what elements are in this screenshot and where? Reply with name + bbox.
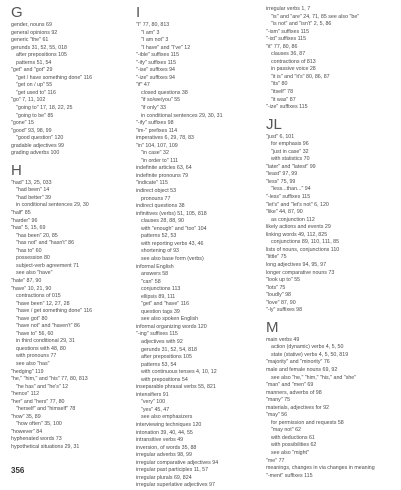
index-entry: lists of nouns, conjunctions 110 [266, 246, 340, 253]
index-subentry: pronouns 77 [141, 195, 171, 202]
index-subentry: "just in case" 32 [271, 148, 309, 155]
index-subentry: with deductions 61 [271, 434, 315, 441]
index-subentry: see also "has" [16, 360, 50, 367]
index-entry: infinitives (verbs) 51, 105, 818 [136, 210, 207, 217]
index-entry: linking words 49, 112, 825 [266, 231, 328, 238]
index-subentry: as conjunction 112 [271, 216, 315, 223]
index-entry: gradable adjectives 99 [11, 142, 65, 149]
index-entry: intensifiers 91 [136, 391, 169, 398]
index-entry: meanings, changes in via changes in meaning [266, 465, 375, 472]
index-entry: gender, nouns 69 [11, 22, 52, 28]
index-subentry: with statistics 70 [271, 156, 310, 163]
index-subentry: "its" 80 [271, 81, 288, 88]
index-entry: "had" 13, 25, 033 [11, 179, 52, 186]
index-subentry: clauses 28, 88, 90 [141, 218, 184, 225]
index-subentry: "good question" 120 [16, 135, 64, 142]
index-entry: irregular plurals 69, 824 [136, 474, 192, 481]
index-entry: "hence" 112 [11, 391, 40, 398]
index-column-3 [266, 6, 398, 480]
index-subentry: "had been" 14 [16, 187, 50, 194]
index-entry: "if" 47 [136, 82, 150, 89]
index-subentry: "I have" and "I've" 12 [141, 44, 191, 51]
index-subentry: "it was" 87 [271, 96, 296, 103]
index-entry: "loudly" 98 [266, 292, 291, 299]
index-entry: "-ify" suffixes 98 [136, 120, 174, 127]
index-entry: "-ize" suffixes 115 [266, 104, 308, 111]
index-entry: long adjectives 94, 95, 97 [266, 261, 327, 268]
index-entry: "later" and "latest" 99 [266, 163, 316, 170]
index-subentry: after prepositions 105 [141, 354, 192, 361]
index-entry: "least" 97, 99 [266, 171, 298, 178]
index-entry: irregular adverbs 98, 99 [136, 452, 192, 459]
index-entry: indirect object 53 [136, 188, 177, 195]
index-entry: irregular past participles 11, 57 [136, 467, 209, 474]
index-entry: inversion, of words 35, 88 [136, 444, 197, 451]
index-subentry: for permission and requests 58 [271, 419, 344, 426]
index-subentry: questions with 48, 80 [16, 345, 66, 352]
index-entry: indirect questions 38 [136, 203, 185, 210]
index-entry: "-ize" suffixes 94 [136, 74, 175, 81]
index-column-1 [11, 6, 131, 452]
index-subentry: "yes" 45, 47 [141, 406, 170, 413]
index-entry: "like" 44, 87, 90 [266, 209, 303, 216]
index-subentry: "have got" 80 [16, 315, 48, 322]
index-subentry: conjunctions 89, 110, 111, 85 [271, 239, 340, 246]
index-subentry: gerunds 31, 52, 54, 818 [141, 346, 197, 353]
index-subentry: in passive voice 28 [271, 66, 316, 73]
index-entry: "-ist" suffixes 115 [266, 36, 307, 43]
index-subentry: "may not" 62 [271, 427, 301, 434]
index-subentry: with "enough" and "too" 104 [141, 225, 207, 232]
index-entry: informal English [136, 263, 174, 270]
section-letter: M [266, 318, 279, 336]
index-entry: hypothetical situations 29, 31 [11, 443, 80, 450]
index-entry: "harder" 96 [11, 217, 38, 224]
index-entry: manners, adverbs of 98 [266, 389, 322, 396]
index-entry: "he," "him," and "his" 77, 80, 813 [11, 376, 88, 383]
index-entry: "let's" and "let's not" 6, 120 [266, 201, 329, 208]
index-entry: "love" 87, 90 [266, 299, 296, 306]
index-subentry: with possibilities 62 [271, 442, 317, 449]
index-entry: intonation 39, 40, 44, 55 [136, 429, 193, 436]
index-entry: "gone" 15 [11, 120, 34, 127]
index-subentry: "is" and "are" 24, 71, 85 see also "be" [271, 13, 360, 20]
index-subentry: "in case" 32 [141, 150, 169, 157]
index-subentry: "in order to" 111 [141, 157, 179, 164]
index-entry: "less" 75, 99 [266, 178, 296, 185]
index-entry: "get" and "got" 29 [11, 67, 53, 74]
index-entry: "-less" suffixes 115 [266, 194, 311, 201]
index-subentry: "have not" and "haven't" 86 [16, 323, 80, 330]
index-subentry: with prepositions 54 [141, 376, 188, 383]
index-subentry: closed questions 38 [141, 89, 188, 96]
index-entry: irregular comparative adjectives 94 [136, 459, 219, 466]
index-subentry: patterns 53, 54 [141, 361, 177, 368]
index-entry: "-ible" suffixes 115 [136, 52, 180, 59]
index-subentry: "have / get something done" 116 [16, 308, 93, 315]
index-entry: "hate" 87, 90 [11, 277, 42, 284]
index-subentry: patterns 51, 54 [16, 59, 52, 66]
index-subentry: state (stative) verbs 4, 5, 50, 819 [271, 351, 349, 358]
index-subentry: "have been" 12, 27, 28 [16, 300, 70, 307]
page-number: 356 [11, 466, 25, 475]
index-subentry: action (dynamic) verbs 4, 5, 50 [271, 344, 344, 351]
index-entry: "many" 75 [266, 397, 291, 404]
index-entry: "how" 35, 89 [11, 413, 41, 420]
index-entry: "-ise" suffixes 94 [136, 67, 175, 74]
index-entry: "however" 84 [11, 428, 43, 435]
index-entry: inseparable phrasal verbs 55, 821 [136, 384, 216, 391]
index-subentry: answers 58 [141, 271, 169, 278]
index-subentry: possession 80 [16, 255, 50, 262]
index-entry: "look up to" 55 [266, 277, 301, 284]
index-entry: "-ly" suffixes 98 [266, 307, 303, 314]
index-subentry: clauses 36, 87 [271, 51, 306, 58]
index-entry: main verbs 49 [266, 336, 300, 343]
index-subentry: "itself" 78 [271, 89, 294, 96]
index-entry: likely actions and events 29 [266, 224, 331, 231]
index-subentry: in conditional sentences 29, 30 [16, 202, 89, 209]
index-entry: "hedging" 119 [11, 368, 44, 375]
index-entry: male and female nouns 69, 92 [266, 366, 338, 373]
index-entry: irregular superlative adjectives 97 [136, 482, 215, 489]
index-subentry: "has been" 20, 85 [16, 232, 58, 239]
index-subentry: adjectives with 92 [141, 338, 183, 345]
index-subentry: "has not" and "hasn't" 86 [16, 240, 75, 247]
index-subentry: for emphasis 96 [271, 141, 309, 148]
index-entry: "has" 5, 15, 69 [11, 225, 46, 232]
section-letter: H [11, 161, 22, 179]
index-subentry: "get / have something done" 116 [16, 74, 93, 81]
index-subentry: "going to be" 85 [16, 112, 54, 119]
index-subentry: "if so/we/you" 55 [141, 97, 181, 104]
index-subentry: contractions of 015 [16, 293, 61, 300]
index-column-2 [136, 6, 262, 490]
index-entry: "lots" 75 [266, 284, 286, 291]
index-subentry: "get" and "have" 116 [141, 301, 190, 308]
index-subentry: in conditional sentences 29, 30, 31 [141, 112, 223, 119]
index-entry: "go" 7, 11, 102 [11, 97, 46, 104]
index-subentry: "get on / up" 55 [16, 82, 53, 89]
index-subentry: after prepositions 105 [16, 52, 67, 59]
index-entry: hyphenated words 73 [11, 436, 62, 443]
index-subentry: with continuous tenses 4, 10, 12 [141, 369, 217, 376]
index-entry: "-ment" suffixes 115 [266, 472, 313, 479]
index-subentry: see also base form (verbs) [141, 255, 204, 262]
index-entry: "I" 77, 80, 813 [136, 22, 170, 28]
index-subentry: see also "he," "him," "his," and "she" [271, 374, 357, 381]
index-subentry: "can" 58 [141, 278, 161, 285]
index-subentry: conjunctions 113 [141, 286, 181, 293]
index-entry: "-ism" suffixes 115 [266, 28, 310, 35]
index-subentry: see also emphasizers [141, 414, 193, 421]
index-subentry: subject-verb agreement 71 [16, 262, 80, 269]
index-subentry: shortening of 93 [141, 248, 179, 255]
index-subentry: "is not" and "isn't" 2, 5, 86 [271, 21, 332, 28]
index-entry: gerunds 31, 52, 55, 018 [11, 44, 67, 51]
index-entry: imperatives 6, 29, 78, 83 [136, 135, 195, 142]
index-entry: "have" 10, 21, 90 [11, 285, 52, 292]
index-entry: "man" and "men" 69 [266, 382, 314, 389]
index-entry: intransitive verbs 49 [136, 437, 184, 444]
index-entry: informal organizing words 120 [136, 323, 207, 330]
index-entry: "in" 104, 107, 109 [136, 142, 178, 149]
index-subentry: see also spoken English [141, 316, 199, 323]
index-entry: "good" 93, 98, 99 [11, 127, 52, 134]
index-subentry: "very" 100 [141, 399, 166, 406]
index-subentry: "how often" 35, 100 [16, 421, 62, 428]
section-letter: I [136, 4, 141, 21]
index-subentry: "had better" 39 [16, 194, 51, 201]
index-entry: "majority" and "minority" 76 [266, 359, 330, 366]
index-entry: grading adverbs 100 [11, 150, 60, 157]
index-subentry: see also "might" [271, 449, 309, 456]
index-subentry: question tags 39 [141, 308, 180, 315]
index-subentry: "has to" 60 [16, 247, 42, 254]
index-subentry: patterns 52, 53 [141, 233, 177, 240]
index-entry: "-ify" suffixes 115 [136, 59, 177, 66]
index-entry: "im-" prefixes 114 [136, 127, 178, 134]
index-subentry: with reporting verbs 43, 46 [141, 240, 204, 247]
section-letter: JL [266, 115, 282, 133]
index-subentry: with pronouns 77 [16, 353, 57, 360]
section-letter: G [11, 4, 23, 21]
index-entry: longer comparative nouns 73 [266, 269, 335, 276]
index-subentry: ellipsis 89, 111 [141, 293, 176, 300]
index-entry: "her" and "hers" 77, 80 [11, 398, 65, 405]
index-subentry: in third conditional 29, 31 [16, 338, 75, 345]
index-subentry: "I am" 3 [141, 29, 160, 36]
index-subentry: "it is" and "it's" 80, 86, 87 [271, 73, 330, 80]
index-subentry: "I am not" 3 [141, 37, 169, 44]
index-entry: irregular verbs 1, 7 [266, 6, 311, 12]
index-entry: "-ing" suffixes 115 [136, 331, 178, 338]
index-subentry: "have to" 56, 60 [16, 330, 54, 337]
index-entry: generic "the" 61 [11, 37, 49, 44]
index-entry: "it" 77, 80, 86 [266, 43, 298, 50]
index-entry: general opinions 92 [11, 29, 58, 36]
index-entry: "just" 6, 101 [266, 133, 295, 140]
index-entry: "little" 75 [266, 254, 287, 261]
index-subentry: "if only" 33 [141, 105, 166, 112]
index-entry: interviewing techniques 120 [136, 421, 202, 428]
index-subentry: "going to" 17, 18, 22, 25 [16, 105, 73, 112]
index-entry: "me" 77 [266, 457, 285, 464]
index-subentry: see also "have" [16, 270, 53, 277]
index-subentry: "herself" and "himself" 78 [16, 406, 76, 413]
index-entry: "indicate" 115 [136, 180, 168, 187]
index-entry: indefinite articles 63, 64 [136, 165, 192, 172]
index-entry: indefinite pronouns 79 [136, 172, 189, 179]
index-entry: materials, adjectives for 92 [266, 404, 330, 411]
index-subentry: "get used to" 116 [16, 89, 56, 96]
index-subentry: "less...than..." 94 [271, 186, 311, 193]
index-entry: "may" 56 [266, 412, 288, 419]
index-entry: "half" 85 [11, 210, 31, 217]
index-subentry: "he has" and "he's" 12 [16, 383, 69, 390]
index-subentry: contractions of 813 [271, 58, 316, 65]
